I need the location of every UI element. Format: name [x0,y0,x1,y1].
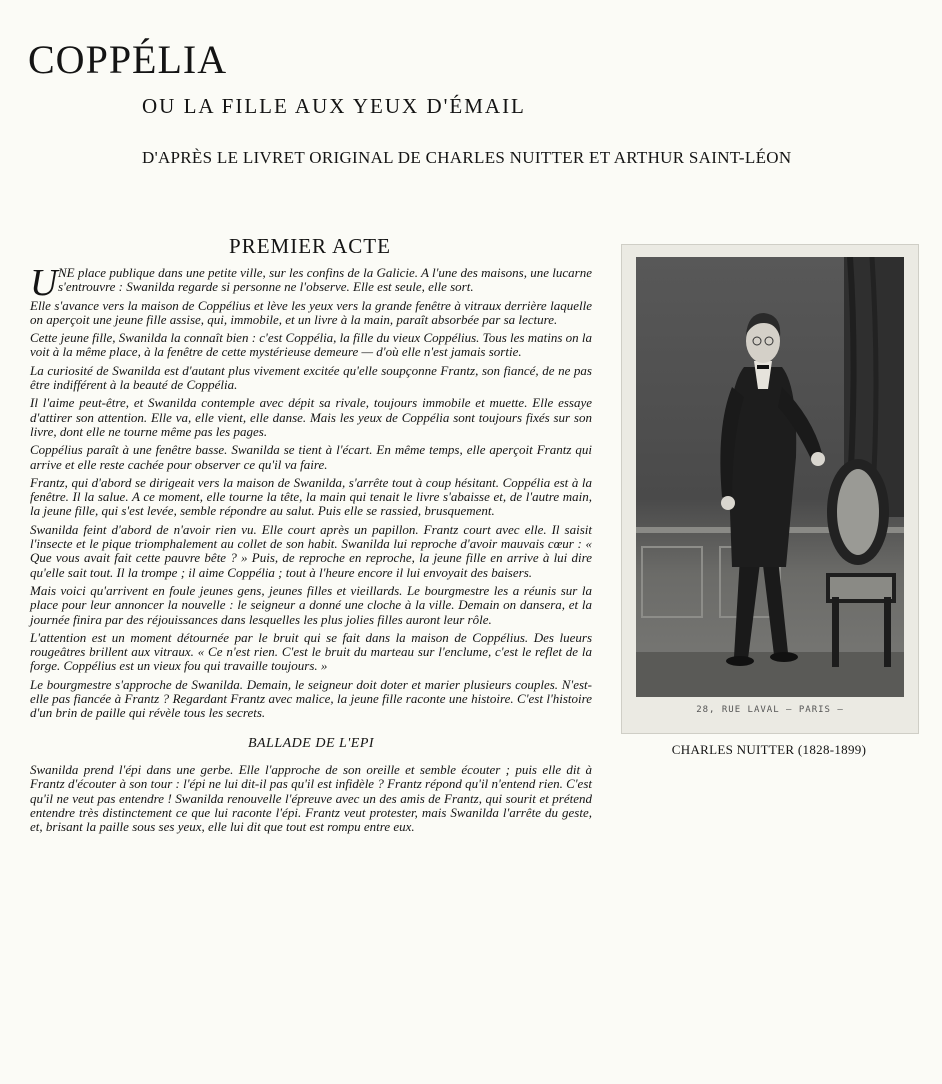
first-paragraph-text: NE place publique dans une petite ville, sur les confins de la Galicie. A l'une des maisons, une lucarne s'entrouvre : Swanilda regarde si personne ne l'observe. Elle est seule, elle sort. [58,265,592,295]
paragraph: La curiosité de Swanilda est d'autant plus vivement excitée qu'elle soupçonne Frantz, son fiancé, de ne pas être indifférent à la beauté de Coppélia. [30,362,592,393]
portrait-illustration [636,257,904,697]
ballade-heading: BALLADE DE L'EPI [247,735,375,751]
paragraph: Mais voici qu'arrivent en foule jeunes gens, jeunes filles et vieillards. Le bourgmestre les a réunis sur la place pour leur annoncer la nouvelle : le seigneur a donné une cloche à la ville. Demain on dansera, et la journée finira par des réjouissances dans lesquelles les plus jolies filles auront leur rôle. [30,582,592,627]
act-text-column [30,262,592,838]
first-paragraph [30,262,592,304]
paragraph: Swanilda feint d'abord de n'avoir rien vu. Elle court après un papillon. Frantz court avec elle. Il saisit l'insecte et le pique triomphalement au collet de son habit. Swanilda lui reproche d'avoir mauvais cœur : « Que vous avait fait cette pauvre bête ? » Puis, de reproche en reproche, la jeune fille en arrive à lui dire qu'elle sait tout. Il la trompe ; il aime Coppélia ; tout à l'heure encore il lui envoyait des baisers. [30,521,592,580]
paragraph: Frantz, qui d'abord se dirigeait vers la maison de Swanilda, s'arrête tout à coup hésitant. Coppélia est à la fenêtre. Il la salue. A ce moment, elle tourne la tête, la main qui tenait le livre s'abaisse et, de l'autre main, la jeune fille, qui s'est levée, semble répondre au salut. Puis elle se rassied, brusquement. [30,474,592,519]
portrait-photo [636,257,904,697]
drop-cap: U [30,262,58,304]
page-title: COPPÉLIA [28,37,228,82]
paragraph: Elle s'avance vers la maison de Coppélius et lève les yeux vers la grande fenêtre à vitraux derrière laquelle on aperçoit une jeune fille assise, qui, immobile, et un livre à la main, paraît absorbée par sa lecture. [30,297,592,327]
photographer-mark: 28, RUE LAVAL — PARIS — [696,705,844,715]
paragraph: Coppélius paraît à une fenêtre basse. Swanilda se tient à l'écart. En même temps, elle aperçoit Frantz qui arrive et elle reste cachée pour observer ce qu'il va faire. [30,442,592,472]
ballade-paragraph: Swanilda prend l'épi dans une gerbe. Elle l'approche de son oreille et semble écouter ; puis elle dit à Frantz d'écouter à son tour : l'épi ne lui dit-il pas qu'il est infidèle ? Frantz répond qu'il n'entend rien. C'est qu'il ne veut pas entendre ! Swanilda renouvelle l'épreuve avec un des amis de Frantz, qui sourit et prétend entendre très distinctement ce que lui raconte l'épi. Frantz veut protester, mais Swanilda l'arrête du geste, et, brisant la paille sous ses yeux, elle lui dit que tout est rompu entre eux. [30,761,592,835]
libretto-credit: D'APRÈS LE LIVRET ORIGINAL DE CHARLES NUITTER ET ARTHUR SAINT-LÉON [142,148,792,167]
page-subtitle: OU LA FILLE AUX YEUX D'ÉMAIL [142,94,526,118]
paragraph: L'attention est un moment détournée par le bruit qui se fait dans la maison de Coppélius. Des lueurs rougeâtres brillent aux vitraux. « Ce n'est rien. C'est le bruit du marteau sur l'enclume, c'est le reflet de la forge. Coppélius est un vieux fou qui travaille toujours. » [30,629,592,674]
portrait-card [621,244,919,734]
paragraph: Cette jeune fille, Swanilda la connaît bien : c'est Coppélia, la fille du vieux Coppélius. Tous les matins on la voit à la même place, à la fenêtre de cette mystérieuse demeure — d'où elle n'est jamais sortie. [30,330,592,360]
paragraph: Il l'aime peut-être, et Swanilda contemple avec dépit sa rivale, toujours immobile et muette. Elle essaye d'attirer son attention. Elle va, elle vient, elle danse. Mais les yeux de Coppélia sont toujours fixés sur son livre, dont elle ne tourne même pas les pages. [30,395,592,439]
paragraph: Le bourgmestre s'approche de Swanilda. Demain, le seigneur doit doter et marier plusieurs couples. N'est-elle pas fiancée à Frantz ? Regardant Frantz avec malice, la jeune fille raconte une histoire. C'est l'histoire d'un brin de paille qui révèle tous les secrets. [30,676,592,721]
portrait-caption: CHARLES NUITTER (1828-1899) [671,742,867,757]
act-heading: PREMIER ACTE [229,234,391,258]
